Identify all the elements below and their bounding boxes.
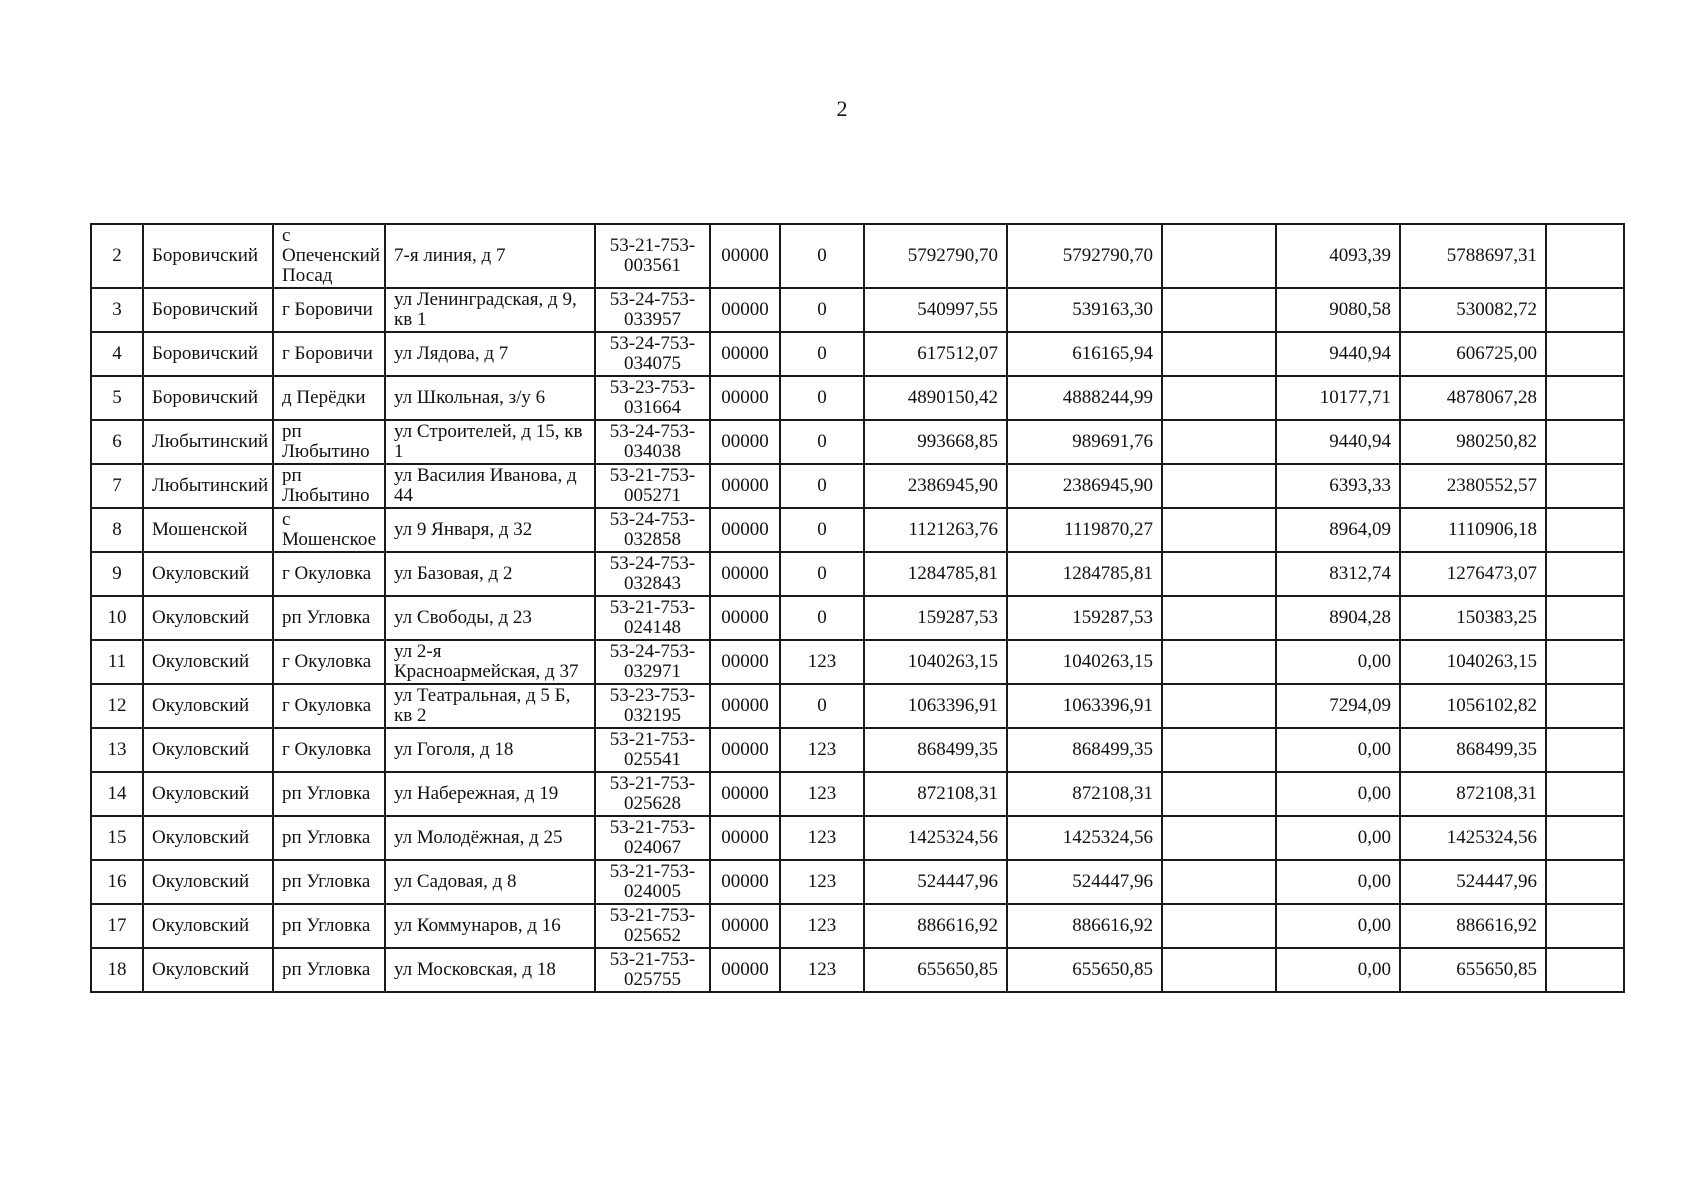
amount-4-cell: 9080,58: [1276, 288, 1400, 332]
amount-3-cell: [1162, 816, 1276, 860]
address-cell: ул 2-я Красноармейская, д 37: [385, 640, 595, 684]
amount-3-cell: [1162, 508, 1276, 552]
amount-6-cell: [1546, 332, 1624, 376]
code-a-cell: 00000: [710, 552, 780, 596]
locality-cell: д Перёдки: [273, 376, 385, 420]
amount-2-cell: 989691,76: [1007, 420, 1162, 464]
locality-cell: рп Угловка: [273, 948, 385, 992]
amount-4-cell: 8312,74: [1276, 552, 1400, 596]
table-row: [91, 684, 1624, 728]
amount-1-cell: 524447,96: [864, 860, 1007, 904]
amount-2-cell: 616165,94: [1007, 332, 1162, 376]
row-number-cell: 5: [91, 376, 143, 420]
table-row: [91, 772, 1624, 816]
cadastral-code-cell: 53-21-753-024005: [595, 860, 710, 904]
code-b-cell: 0: [780, 552, 864, 596]
address-cell: ул Садовая, д 8: [385, 860, 595, 904]
amount-5-cell: 1110906,18: [1400, 508, 1546, 552]
code-a-cell: 00000: [710, 684, 780, 728]
table-row: [91, 376, 1624, 420]
amount-1-cell: 886616,92: [864, 904, 1007, 948]
table-row: [91, 332, 1624, 376]
amount-5-cell: 2380552,57: [1400, 464, 1546, 508]
amount-3-cell: [1162, 224, 1276, 288]
locality-cell: рп Угловка: [273, 596, 385, 640]
amount-2-cell: 159287,53: [1007, 596, 1162, 640]
code-b-cell: 123: [780, 904, 864, 948]
amount-1-cell: 4890150,42: [864, 376, 1007, 420]
amount-5-cell: 1276473,07: [1400, 552, 1546, 596]
code-b-cell: 123: [780, 860, 864, 904]
amount-3-cell: [1162, 464, 1276, 508]
row-number-cell: 6: [91, 420, 143, 464]
amount-5-cell: 1425324,56: [1400, 816, 1546, 860]
cadastral-code-cell: 53-24-753-032843: [595, 552, 710, 596]
code-a-cell: 00000: [710, 772, 780, 816]
table-row: [91, 288, 1624, 332]
amount-1-cell: 540997,55: [864, 288, 1007, 332]
amount-4-cell: 8964,09: [1276, 508, 1400, 552]
amount-3-cell: [1162, 860, 1276, 904]
amount-6-cell: [1546, 552, 1624, 596]
amount-2-cell: 2386945,90: [1007, 464, 1162, 508]
amount-1-cell: 993668,85: [864, 420, 1007, 464]
amount-6-cell: [1546, 420, 1624, 464]
code-a-cell: 00000: [710, 728, 780, 772]
amount-6-cell: [1546, 596, 1624, 640]
amount-4-cell: 0,00: [1276, 640, 1400, 684]
cadastral-code-cell: 53-21-753-003561: [595, 224, 710, 288]
code-b-cell: 0: [780, 464, 864, 508]
district-cell: Боровичский: [143, 224, 273, 288]
cadastral-code-cell: 53-24-753-032858: [595, 508, 710, 552]
code-a-cell: 00000: [710, 224, 780, 288]
address-cell: ул Базовая, д 2: [385, 552, 595, 596]
code-b-cell: 0: [780, 508, 864, 552]
amount-2-cell: 5792790,70: [1007, 224, 1162, 288]
amount-3-cell: [1162, 948, 1276, 992]
amount-3-cell: [1162, 288, 1276, 332]
table-row: [91, 464, 1624, 508]
row-number-cell: 14: [91, 772, 143, 816]
amount-2-cell: 886616,92: [1007, 904, 1162, 948]
address-cell: ул Московская, д 18: [385, 948, 595, 992]
amount-1-cell: 868499,35: [864, 728, 1007, 772]
district-cell: Боровичский: [143, 332, 273, 376]
row-number-cell: 3: [91, 288, 143, 332]
amount-1-cell: 1040263,15: [864, 640, 1007, 684]
amount-6-cell: [1546, 224, 1624, 288]
table-row: [91, 224, 1624, 288]
amount-2-cell: 539163,30: [1007, 288, 1162, 332]
row-number-cell: 18: [91, 948, 143, 992]
amount-2-cell: 872108,31: [1007, 772, 1162, 816]
address-cell: ул Лядова, д 7: [385, 332, 595, 376]
amount-5-cell: 872108,31: [1400, 772, 1546, 816]
amount-2-cell: 524447,96: [1007, 860, 1162, 904]
district-cell: Мошенской: [143, 508, 273, 552]
amount-6-cell: [1546, 376, 1624, 420]
amount-2-cell: 1284785,81: [1007, 552, 1162, 596]
page-number: 2: [836, 96, 848, 121]
amount-2-cell: 655650,85: [1007, 948, 1162, 992]
amount-1-cell: 617512,07: [864, 332, 1007, 376]
locality-cell: г Окуловка: [273, 552, 385, 596]
row-number-cell: 10: [91, 596, 143, 640]
amount-2-cell: 1425324,56: [1007, 816, 1162, 860]
table-row: [91, 860, 1624, 904]
district-cell: Боровичский: [143, 376, 273, 420]
row-number-cell: 16: [91, 860, 143, 904]
amount-4-cell: 9440,94: [1276, 420, 1400, 464]
amount-1-cell: 1284785,81: [864, 552, 1007, 596]
cadastral-code-cell: 53-24-753-032971: [595, 640, 710, 684]
amount-3-cell: [1162, 552, 1276, 596]
amount-1-cell: 872108,31: [864, 772, 1007, 816]
cadastral-code-cell: 53-23-753-032195: [595, 684, 710, 728]
code-a-cell: 00000: [710, 860, 780, 904]
amount-1-cell: 1425324,56: [864, 816, 1007, 860]
amount-5-cell: 530082,72: [1400, 288, 1546, 332]
table-row: [91, 596, 1624, 640]
table-row: [91, 728, 1624, 772]
code-a-cell: 00000: [710, 904, 780, 948]
table-row: [91, 816, 1624, 860]
amount-6-cell: [1546, 508, 1624, 552]
code-a-cell: 00000: [710, 332, 780, 376]
cadastral-code-cell: 53-21-753-025628: [595, 772, 710, 816]
district-cell: Боровичский: [143, 288, 273, 332]
address-cell: 7-я линия, д 7: [385, 224, 595, 288]
cadastral-code-cell: 53-21-753-025541: [595, 728, 710, 772]
amount-1-cell: 1121263,76: [864, 508, 1007, 552]
table-row: [91, 640, 1624, 684]
cadastral-code-cell: 53-21-753-024067: [595, 816, 710, 860]
cadastral-code-cell: 53-24-753-034038: [595, 420, 710, 464]
locality-cell: рп Угловка: [273, 772, 385, 816]
district-cell: Окуловский: [143, 860, 273, 904]
row-number-cell: 8: [91, 508, 143, 552]
amount-1-cell: 159287,53: [864, 596, 1007, 640]
amount-6-cell: [1546, 948, 1624, 992]
address-cell: ул Ленинградская, д 9, кв 1: [385, 288, 595, 332]
amount-1-cell: 2386945,90: [864, 464, 1007, 508]
amount-6-cell: [1546, 288, 1624, 332]
district-cell: Любытинский: [143, 464, 273, 508]
district-cell: Окуловский: [143, 904, 273, 948]
row-number-cell: 7: [91, 464, 143, 508]
locality-cell: г Боровичи: [273, 332, 385, 376]
code-a-cell: 00000: [710, 640, 780, 684]
table-row: [91, 508, 1624, 552]
district-cell: Окуловский: [143, 552, 273, 596]
address-cell: ул Молодёжная, д 25: [385, 816, 595, 860]
locality-cell: рп Любытино: [273, 464, 385, 508]
amount-4-cell: 0,00: [1276, 948, 1400, 992]
amount-6-cell: [1546, 684, 1624, 728]
amount-4-cell: 7294,09: [1276, 684, 1400, 728]
amount-3-cell: [1162, 772, 1276, 816]
cadastral-code-cell: 53-21-753-025755: [595, 948, 710, 992]
amount-6-cell: [1546, 772, 1624, 816]
amount-3-cell: [1162, 420, 1276, 464]
district-cell: Окуловский: [143, 684, 273, 728]
amount-5-cell: 1040263,15: [1400, 640, 1546, 684]
amount-5-cell: 655650,85: [1400, 948, 1546, 992]
address-cell: ул Свободы, д 23: [385, 596, 595, 640]
amount-4-cell: 4093,39: [1276, 224, 1400, 288]
code-b-cell: 123: [780, 772, 864, 816]
locality-cell: г Боровичи: [273, 288, 385, 332]
cadastral-code-cell: 53-23-753-031664: [595, 376, 710, 420]
amount-4-cell: 10177,71: [1276, 376, 1400, 420]
registry-table: [90, 223, 1625, 993]
row-number-cell: 2: [91, 224, 143, 288]
amount-3-cell: [1162, 376, 1276, 420]
code-a-cell: 00000: [710, 816, 780, 860]
amount-2-cell: 1063396,91: [1007, 684, 1162, 728]
district-cell: Любытинский: [143, 420, 273, 464]
code-b-cell: 0: [780, 224, 864, 288]
amount-5-cell: 524447,96: [1400, 860, 1546, 904]
address-cell: ул Василия Иванова, д 44: [385, 464, 595, 508]
amount-3-cell: [1162, 332, 1276, 376]
amount-6-cell: [1546, 860, 1624, 904]
table-row: [91, 420, 1624, 464]
district-cell: Окуловский: [143, 816, 273, 860]
code-a-cell: 00000: [710, 948, 780, 992]
amount-3-cell: [1162, 728, 1276, 772]
code-b-cell: 123: [780, 948, 864, 992]
amount-1-cell: 5792790,70: [864, 224, 1007, 288]
cadastral-code-cell: 53-21-753-024148: [595, 596, 710, 640]
address-cell: ул Гоголя, д 18: [385, 728, 595, 772]
row-number-cell: 12: [91, 684, 143, 728]
amount-3-cell: [1162, 904, 1276, 948]
cadastral-code-cell: 53-24-753-034075: [595, 332, 710, 376]
table-row: [91, 552, 1624, 596]
row-number-cell: 13: [91, 728, 143, 772]
amount-6-cell: [1546, 464, 1624, 508]
code-b-cell: 0: [780, 288, 864, 332]
table-row: [91, 948, 1624, 992]
amount-4-cell: 0,00: [1276, 816, 1400, 860]
code-b-cell: 0: [780, 332, 864, 376]
amount-2-cell: 1040263,15: [1007, 640, 1162, 684]
amount-5-cell: 886616,92: [1400, 904, 1546, 948]
locality-cell: рп Угловка: [273, 860, 385, 904]
code-b-cell: 123: [780, 640, 864, 684]
locality-cell: рп Угловка: [273, 816, 385, 860]
locality-cell: г Окуловка: [273, 640, 385, 684]
code-b-cell: 0: [780, 684, 864, 728]
code-a-cell: 00000: [710, 420, 780, 464]
district-cell: Окуловский: [143, 772, 273, 816]
code-b-cell: 0: [780, 420, 864, 464]
code-a-cell: 00000: [710, 288, 780, 332]
address-cell: ул Коммунаров, д 16: [385, 904, 595, 948]
amount-3-cell: [1162, 640, 1276, 684]
address-cell: ул Театральная, д 5 Б, кв 2: [385, 684, 595, 728]
amount-5-cell: 868499,35: [1400, 728, 1546, 772]
cadastral-code-cell: 53-21-753-005271: [595, 464, 710, 508]
row-number-cell: 9: [91, 552, 143, 596]
amount-5-cell: 1056102,82: [1400, 684, 1546, 728]
amount-5-cell: 606725,00: [1400, 332, 1546, 376]
address-cell: ул Строителей, д 15, кв 1: [385, 420, 595, 464]
code-a-cell: 00000: [710, 508, 780, 552]
amount-4-cell: 0,00: [1276, 728, 1400, 772]
cadastral-code-cell: 53-21-753-025652: [595, 904, 710, 948]
code-b-cell: 0: [780, 596, 864, 640]
table-row: [91, 904, 1624, 948]
row-number-cell: 11: [91, 640, 143, 684]
row-number-cell: 15: [91, 816, 143, 860]
amount-5-cell: 150383,25: [1400, 596, 1546, 640]
code-b-cell: 0: [780, 376, 864, 420]
code-b-cell: 123: [780, 816, 864, 860]
locality-cell: рп Любытино: [273, 420, 385, 464]
amount-6-cell: [1546, 904, 1624, 948]
amount-4-cell: 0,00: [1276, 860, 1400, 904]
amount-4-cell: 8904,28: [1276, 596, 1400, 640]
district-cell: Окуловский: [143, 728, 273, 772]
amount-2-cell: 1119870,27: [1007, 508, 1162, 552]
code-a-cell: 00000: [710, 596, 780, 640]
locality-cell: с Мошенское: [273, 508, 385, 552]
amount-6-cell: [1546, 728, 1624, 772]
locality-cell: г Окуловка: [273, 728, 385, 772]
amount-5-cell: 5788697,31: [1400, 224, 1546, 288]
locality-cell: с Опеченский Посад: [273, 224, 385, 288]
address-cell: ул 9 Января, д 32: [385, 508, 595, 552]
amount-1-cell: 655650,85: [864, 948, 1007, 992]
row-number-cell: 17: [91, 904, 143, 948]
amount-4-cell: 0,00: [1276, 772, 1400, 816]
cadastral-code-cell: 53-24-753-033957: [595, 288, 710, 332]
amount-4-cell: 9440,94: [1276, 332, 1400, 376]
amount-2-cell: 868499,35: [1007, 728, 1162, 772]
amount-6-cell: [1546, 640, 1624, 684]
district-cell: Окуловский: [143, 948, 273, 992]
amount-4-cell: 0,00: [1276, 904, 1400, 948]
amount-6-cell: [1546, 816, 1624, 860]
district-cell: Окуловский: [143, 640, 273, 684]
locality-cell: рп Угловка: [273, 904, 385, 948]
amount-3-cell: [1162, 596, 1276, 640]
amount-3-cell: [1162, 684, 1276, 728]
row-number-cell: 4: [91, 332, 143, 376]
locality-cell: г Окуловка: [273, 684, 385, 728]
address-cell: ул Набережная, д 19: [385, 772, 595, 816]
code-a-cell: 00000: [710, 464, 780, 508]
amount-1-cell: 1063396,91: [864, 684, 1007, 728]
amount-2-cell: 4888244,99: [1007, 376, 1162, 420]
amount-4-cell: 6393,33: [1276, 464, 1400, 508]
code-a-cell: 00000: [710, 376, 780, 420]
address-cell: ул Школьная, з/у 6: [385, 376, 595, 420]
district-cell: Окуловский: [143, 596, 273, 640]
amount-5-cell: 4878067,28: [1400, 376, 1546, 420]
code-b-cell: 123: [780, 728, 864, 772]
amount-5-cell: 980250,82: [1400, 420, 1546, 464]
